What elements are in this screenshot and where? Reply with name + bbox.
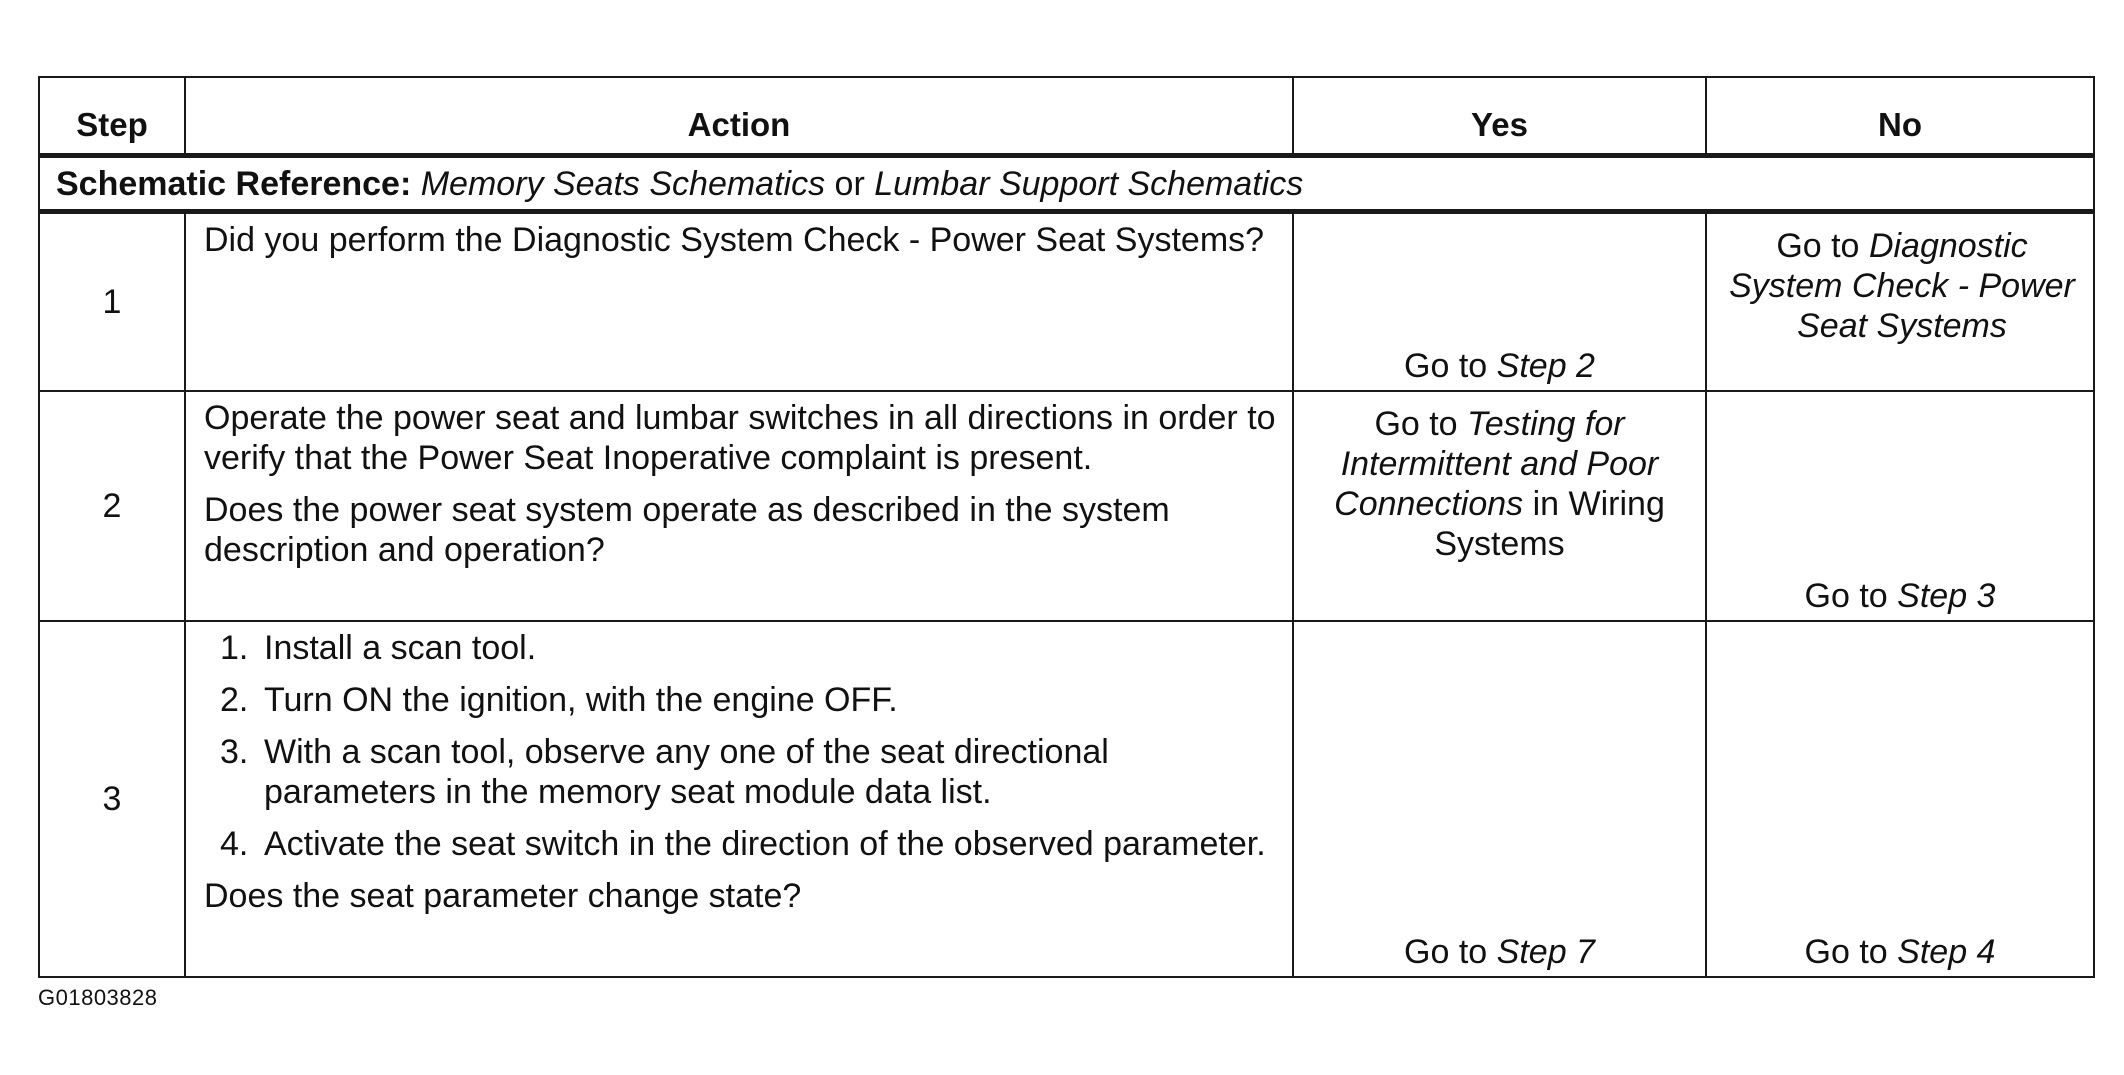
substep-text: Activate the seat switch in the direction of the observed parameter. <box>264 824 1266 863</box>
yes-cell <box>1293 211 1706 391</box>
no-result <box>1707 576 2093 616</box>
schematic-connector: or <box>834 164 865 203</box>
substep-number: 3. <box>220 732 249 771</box>
yes-result <box>1294 932 1705 972</box>
no-result <box>1707 932 2093 972</box>
no-cell <box>1706 391 2094 621</box>
no-link[interactable]: Step 4 <box>1897 932 1996 971</box>
table-row <box>39 211 2094 391</box>
step-number: 1 <box>39 211 185 391</box>
yes-prefix: Go to <box>1404 346 1488 385</box>
schematic-reference-label: Schematic Reference: <box>56 164 412 203</box>
schematic-link-lumbar-support[interactable]: Lumbar Support Schematics <box>874 164 1304 203</box>
diagnostic-table <box>38 76 2095 978</box>
header-no: No <box>1706 77 2094 155</box>
step-number: 2 <box>39 391 185 621</box>
no-prefix: Go to <box>1804 932 1888 971</box>
no-cell <box>1706 211 2094 391</box>
yes-result <box>1294 346 1705 386</box>
list-item <box>204 628 1282 668</box>
no-result <box>1707 214 2093 346</box>
no-prefix: Go to <box>1776 226 1860 265</box>
yes-suffix: in Wiring Systems <box>1434 484 1665 563</box>
schematic-reference <box>39 155 2094 211</box>
schematic-reference-row <box>39 155 2094 211</box>
substep-text: Turn ON the ignition, with the engine OFF. <box>264 680 898 719</box>
header-row <box>39 77 2094 155</box>
yes-cell <box>1293 621 1706 977</box>
list-item <box>204 680 1282 720</box>
substep-number: 2. <box>220 680 249 719</box>
list-item <box>204 732 1282 812</box>
substep-text: Install a scan tool. <box>264 628 537 667</box>
no-link[interactable]: Diagnostic System Check - Power Seat Systems <box>1729 226 2075 345</box>
yes-result <box>1294 392 1705 564</box>
action-cell <box>185 621 1293 977</box>
yes-link[interactable]: Step 2 <box>1496 346 1595 385</box>
no-link[interactable]: Step 3 <box>1897 576 1996 615</box>
substep-number: 4. <box>220 824 249 863</box>
no-cell <box>1706 621 2094 977</box>
substep-number: 1. <box>220 628 249 667</box>
no-prefix: Go to <box>1804 576 1888 615</box>
action-text: Did you perform the Diagnostic System Check - Power Seat Systems? <box>204 220 1265 259</box>
schematic-link-memory-seats[interactable]: Memory Seats Schematics <box>420 164 826 203</box>
header-action: Action <box>185 77 1293 155</box>
yes-prefix: Go to <box>1404 932 1488 971</box>
list-item <box>204 824 1282 864</box>
yes-prefix: Go to <box>1374 404 1458 443</box>
header-yes: Yes <box>1293 77 1706 155</box>
yes-link[interactable]: Testing for Intermittent and Poor Connections <box>1334 404 1659 523</box>
substep-text: With a scan tool, observe any one of the seat directional parameters in the memory seat module data list. <box>264 732 1109 811</box>
substep-list <box>204 628 1282 864</box>
table-row <box>39 391 2094 621</box>
step-number: 3 <box>39 621 185 977</box>
action-cell <box>185 391 1293 621</box>
action-cell <box>185 211 1293 391</box>
table-row <box>39 621 2094 977</box>
action-question: Does the power seat system operate as described in the system description and operation? <box>204 490 1170 569</box>
yes-link[interactable]: Step 7 <box>1496 932 1595 971</box>
header-step: Step <box>39 77 185 155</box>
yes-cell <box>1293 391 1706 621</box>
action-instruction: Operate the power seat and lumbar switches in all directions in order to verify that the Power Seat Inoperative complaint is present. <box>204 398 1276 477</box>
figure-id: G01803828 <box>38 985 158 1010</box>
action-question: Does the seat parameter change state? <box>204 876 802 915</box>
